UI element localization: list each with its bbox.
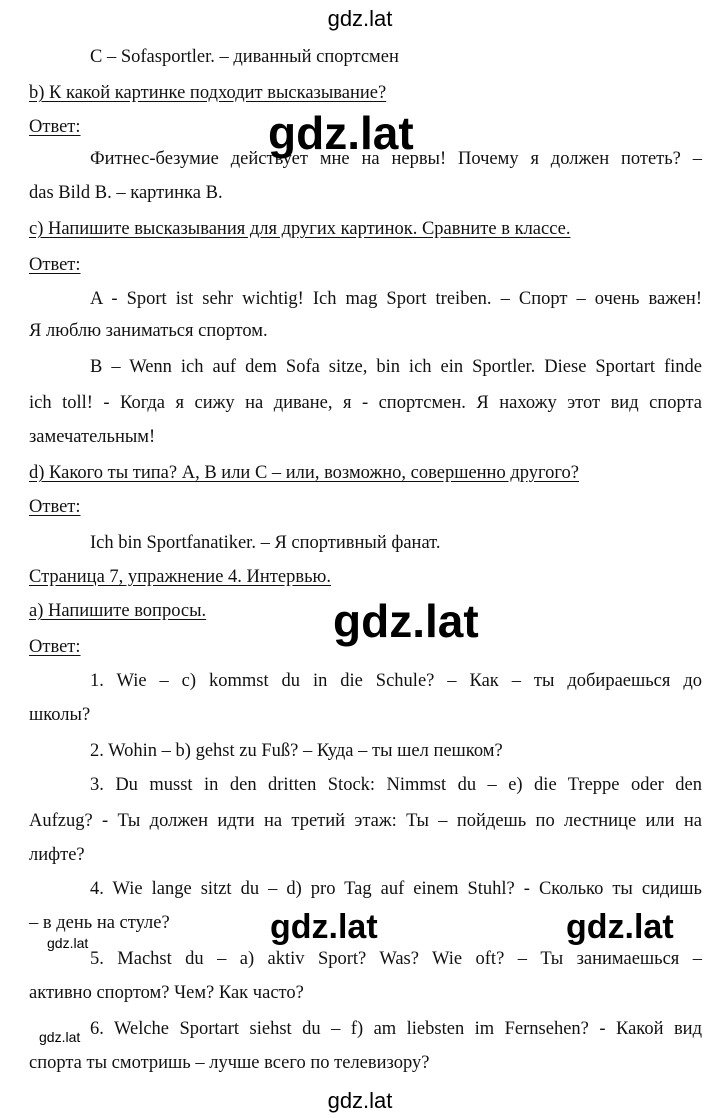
list-item: 2. Wohin – b) gehst zu Fuß? – Куда – ты шел пешком? bbox=[90, 741, 503, 761]
text-line: замечательным! bbox=[29, 427, 156, 447]
section-heading: Страница 7, упражнение 4. Интервью. bbox=[29, 567, 331, 587]
text-line: ich toll! - Когда я сижу на диване, я - спортсмен. Я нахожу этот вид спорта bbox=[29, 393, 702, 413]
watermark-big: gdz.lat bbox=[268, 107, 414, 159]
answer-label: Ответ: bbox=[29, 117, 81, 137]
watermark-small: gdz.lat bbox=[47, 935, 89, 951]
text-line: C – Sofasportler. – диванный спортсмен bbox=[90, 47, 399, 67]
watermark-mid: gdz.lat bbox=[270, 908, 378, 946]
text-line: Aufzug? - Ты должен идти на третий этаж: Ты – пойдешь по лестнице или на bbox=[29, 811, 702, 831]
text-line: активно спортом? Чем? Как часто? bbox=[29, 983, 304, 1003]
answer-label: Ответ: bbox=[29, 637, 81, 657]
watermark-top: gdz.lat bbox=[327, 6, 393, 31]
list-item: 4. Wie lange sitzt du – d) pro Tag auf einem Stuhl? - Сколько ты сидишь bbox=[90, 879, 702, 899]
answer-label: Ответ: bbox=[29, 255, 81, 275]
text-line: Я люблю заниматься спортом. bbox=[29, 321, 268, 341]
list-item: 1. Wie – c) kommst du in die Schule? – Как – ты добираешься до bbox=[90, 671, 702, 691]
watermark-big: gdz.lat bbox=[333, 595, 479, 647]
text-line: – в день на стуле? bbox=[29, 913, 170, 933]
question-heading: a) Напишите вопросы. bbox=[29, 601, 207, 621]
answer-label: Ответ: bbox=[29, 497, 81, 517]
list-item: 3. Du musst in den dritten Stock: Nimmst du – e) die Treppe oder den bbox=[90, 775, 702, 795]
text-line: B – Wenn ich auf dem Sofa sitze, bin ich ein Sportler. Diese Sportart finde bbox=[90, 357, 702, 377]
text-line: лифте? bbox=[29, 845, 85, 865]
question-heading: b) К какой картинке подходит высказывание? bbox=[29, 83, 387, 103]
text-line: das Bild B. – картинка B. bbox=[29, 183, 223, 203]
text-line: Ich bin Sportfanatiker. – Я спортивный фанат. bbox=[90, 533, 441, 553]
watermark-bottom: gdz.lat bbox=[327, 1088, 393, 1113]
watermark-mid: gdz.lat bbox=[566, 908, 674, 946]
list-item: 6. Welche Sportart siehst du – f) am liebsten im Fernsehen? - Какой вид bbox=[90, 1019, 702, 1039]
text-line: школы? bbox=[29, 705, 91, 725]
text-line: Фитнес-безумие действует мне на нервы! Почему я должен потеть? – bbox=[90, 149, 702, 169]
text-line: спорта ты смотришь – лучше всего по телевизору? bbox=[29, 1053, 430, 1073]
question-heading: c) Напишите высказывания для других картинок. Сравните в классе. bbox=[29, 219, 571, 239]
question-heading: d) Какого ты типа? A, B или C – или, возможно, совершенно другого? bbox=[29, 463, 579, 483]
list-item: 5. Machst du – a) aktiv Sport? Was? Wie oft? – Ты занимаешься – bbox=[90, 949, 702, 969]
watermark-small: gdz.lat bbox=[39, 1029, 81, 1045]
text-line: A - Sport ist sehr wichtig! Ich mag Sport treiben. – Спорт – очень важен! bbox=[90, 289, 702, 309]
